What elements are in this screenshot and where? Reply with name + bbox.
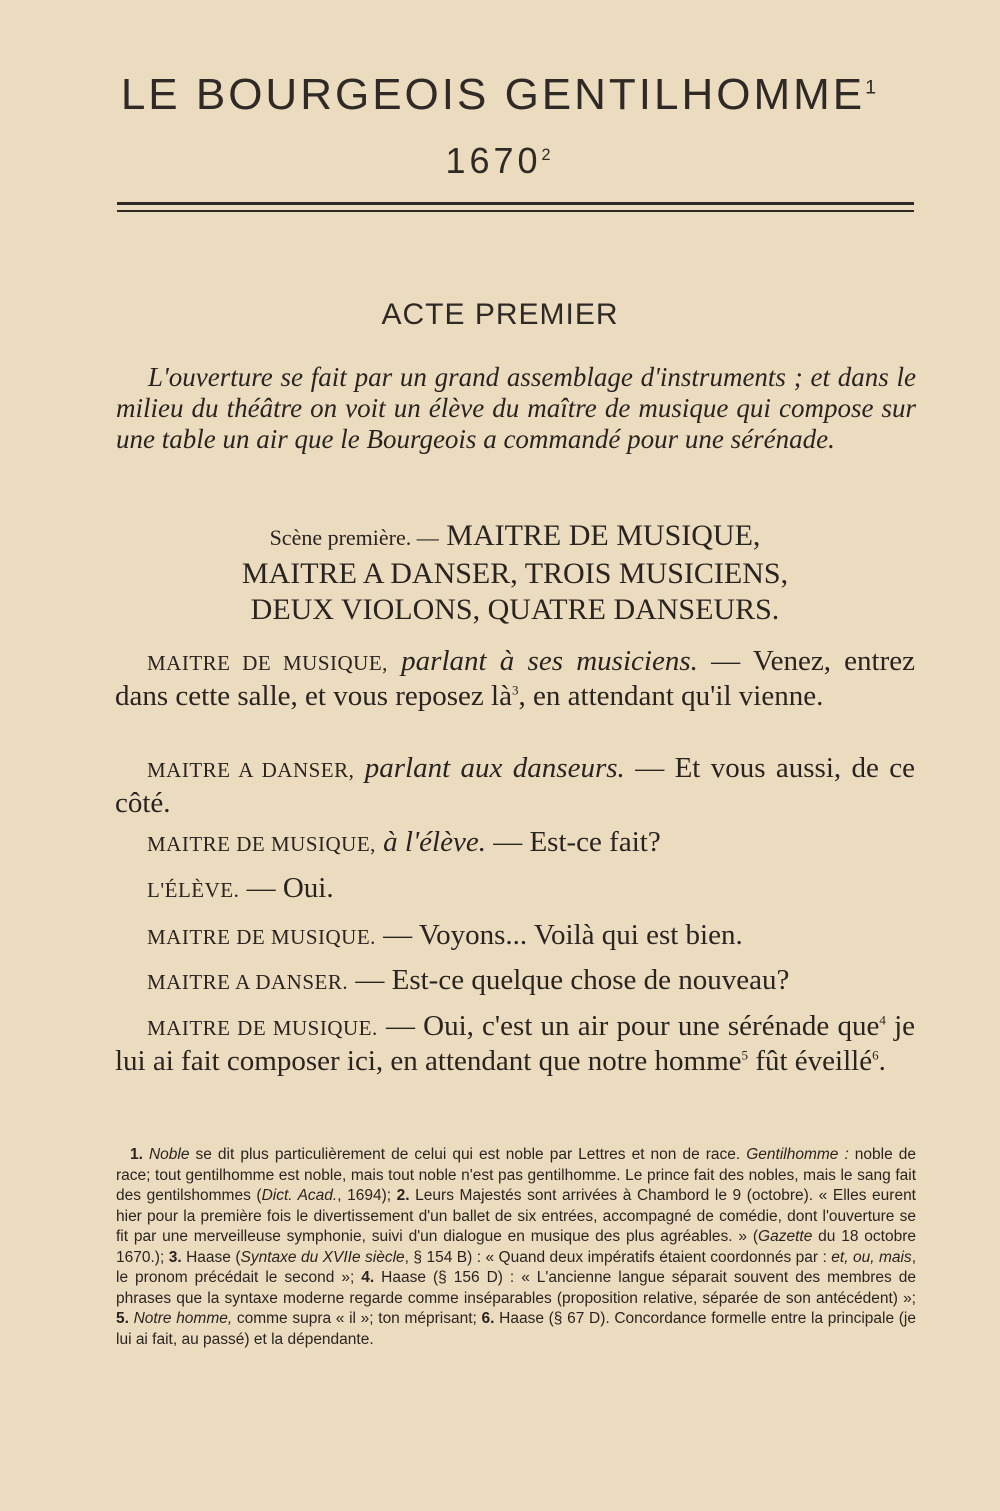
speaker: MAITRE DE MUSIQUE, [147, 651, 388, 675]
dialogue-line-4: L'ÉLÈVE. — Oui. [147, 872, 334, 904]
footnote-ref-2: 2 [541, 146, 555, 164]
scene-label: Scène première. — [269, 525, 439, 550]
dialogue-line-2: MAITRE A DANSER, parlant aux danseurs. — Et vous aussi, de ce côté. [115, 752, 916, 819]
direction: parlant à ses musiciens. [401, 645, 698, 677]
play-year: 1670$^2$ [445, 140, 555, 181]
dialogue-line-6: MAITRE A DANSER. — Est-ce quelque chose de nouveau? [147, 964, 790, 996]
stage-direction: L'ouverture se fait par un grand assemblage d'instruments ; et dans le milieu du théâtre on voit un élève du maître de musique qui compose sur une table un air que le Bourgeois a commandé pour une sérénade. [116, 362, 916, 454]
title-rule-thick [117, 202, 914, 205]
dialogue-line-3: MAITRE DE MUSIQUE, à l'élève. — Est-ce fait? [147, 826, 661, 858]
speaker: MAITRE DE MUSIQUE. [147, 1016, 378, 1040]
direction: parlant aux danseurs. [364, 752, 625, 784]
scene-line-1: Scène première. — MAITRE DE MUSIQUE, [269, 519, 761, 552]
footnote-ref-3: 3 [511, 682, 519, 698]
dialogue-line-5: MAITRE DE MUSIQUE. — Voyons... Voilà qui est bien. [147, 919, 743, 951]
dialogue-line-7: MAITRE DE MUSIQUE. — Oui, c'est un air pour une sérénade que$^4$ je lui ai fait composer ici, en attendant que notre homme$^5$ fût éveillé$^6$. [115, 1010, 915, 1077]
direction: à l'élève. [383, 826, 486, 858]
scene-heading [100, 518, 930, 628]
speaker: MAITRE A DANSER. [147, 970, 349, 994]
act-title: ACTE PREMIER [381, 298, 619, 331]
speaker: L'ÉLÈVE. [147, 878, 240, 902]
footnote-ref-1: 1 [865, 76, 880, 99]
scene-line-2: MAITRE A DANSER, TROIS MUSICIENS, [241, 557, 789, 590]
footnote-ref-6: 6 [872, 1047, 879, 1063]
dialogue-line-1: MAITRE DE MUSIQUE, parlant à ses musiciens. — Venez, entrez dans cette salle, et vous reposez $là^3$, en attendant qu'il vienne. [115, 645, 916, 712]
footnote-ref-4: 4 [879, 1012, 886, 1028]
footnote-ref-5: 5 [741, 1047, 749, 1063]
speaker: MAITRE DE MUSIQUE. [147, 925, 376, 949]
title-rule-thin [117, 210, 914, 212]
scene-line-3: DEUX VIOLONS, QUATRE DANSEURS. [250, 593, 780, 626]
speaker: MAITRE A DANSER, [147, 758, 355, 782]
footnotes: 1. Noble se dit plus particulièrement de celui qui est noble par Lettres et non de race. Gentilhomme : noble de race; tout gentilhomme est noble, mais tout noble n'est pas gentilhomme. Le prince fait des nobles, mais le sang fait des gentilshommes (Dict. Acad., 1694); 2. Leurs Majestés sont arrivées à Chambord le 9 (octobre). « Elles eurent hier pour la première fois le divertissement d'un ballet de six entrées, accompagné de comédie, dont l'ouverture se fit par une merveilleuse symphonie, suivi d'un dialogue en musique des plus agréables. » (Gazette du 18 octobre 1670.); 3. Haase (Syntaxe du XVIIe siècle, § 154 B) : « Quand deux impératifs étaient coordonnés par : et, ou, mais, le pronom précédait le second »; 4. Haase (§ 156 D) : « L'ancienne langue séparait souvent des membres de phrases que la syntaxe moderne regarde comme inséparables (proposition relative, séparée de son antécédent) »; 5. Notre homme, comme supra « il »; ton méprisant; 6. Haase (§ 67 D). Concordance formelle entre la principale (je lui ai fait, au passé) et la dépendante. [116, 1146, 917, 1348]
play-title: LE BOURGEOIS GENTILHOMME$^1$ [120, 70, 880, 119]
speaker: MAITRE DE MUSIQUE, [147, 832, 376, 856]
